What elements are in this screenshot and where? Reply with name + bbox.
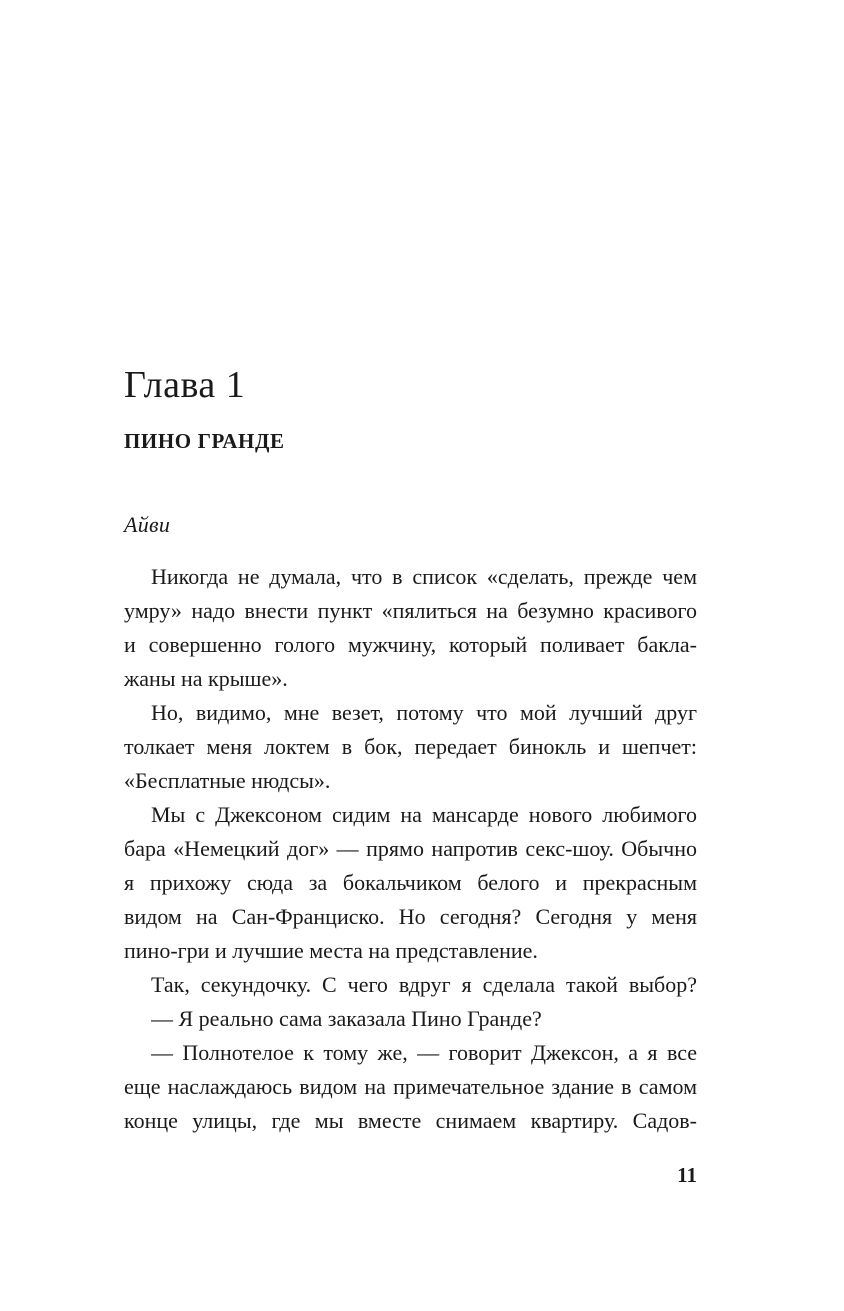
text-line: толкает меня локтем в бок, передает бинокль и шепчет: bbox=[124, 734, 697, 759]
text-line: пино-гри и лучшие места на представление. bbox=[124, 938, 538, 963]
text-line: еще наслаждаюсь видом на примечательное здание в самом bbox=[124, 1074, 697, 1099]
paragraph bbox=[151, 968, 697, 1002]
text-line: Никогда не думала, что в список «сделать, прежде чем bbox=[151, 564, 697, 589]
paragraph bbox=[151, 1002, 697, 1036]
paragraph bbox=[124, 560, 697, 696]
paragraph bbox=[124, 696, 697, 798]
paragraph bbox=[124, 1036, 697, 1138]
text-line: — Я реально сама заказала Пино Гранде? bbox=[151, 1006, 542, 1031]
chapter-label: Глава 1 bbox=[124, 364, 246, 406]
text-line: и совершенно голого мужчину, который поливает бакла- bbox=[124, 632, 697, 657]
text-line: «Бесплатные нюдсы». bbox=[124, 768, 331, 793]
text-line: жаны на крыше». bbox=[124, 666, 288, 691]
text-line: конце улицы, где мы вместе снимаем квартиру. Садов- bbox=[124, 1108, 697, 1133]
body-text bbox=[124, 560, 697, 1138]
text-line: — Полнотелое к тому же, — говорит Джексон, а я все bbox=[151, 1040, 697, 1065]
text-line: Но, видимо, мне везет, потому что мой лучший друг bbox=[151, 700, 697, 725]
text-line: бара «Немецкий дог» — прямо напротив секс-шоу. Обычно bbox=[124, 836, 697, 861]
page-number: 11 bbox=[677, 1163, 697, 1187]
text-line: Мы с Джексоном сидим на мансарде нового любимого bbox=[151, 802, 697, 827]
paragraph bbox=[124, 798, 697, 968]
text-line: я прихожу сюда за бокальчиком белого и прекрасным bbox=[124, 870, 697, 895]
chapter-title: ПИНО ГРАНДЕ bbox=[124, 429, 285, 453]
text-line: умру» надо внести пункт «пялиться на безумно красивого bbox=[124, 598, 697, 623]
narrator-name: Айви bbox=[124, 512, 171, 537]
text-line: видом на Сан-Франциско. Но сегодня? Сегодня у меня bbox=[124, 904, 697, 929]
text-line: Так, секундочку. С чего вдруг я сделала такой выбор? bbox=[151, 972, 697, 997]
